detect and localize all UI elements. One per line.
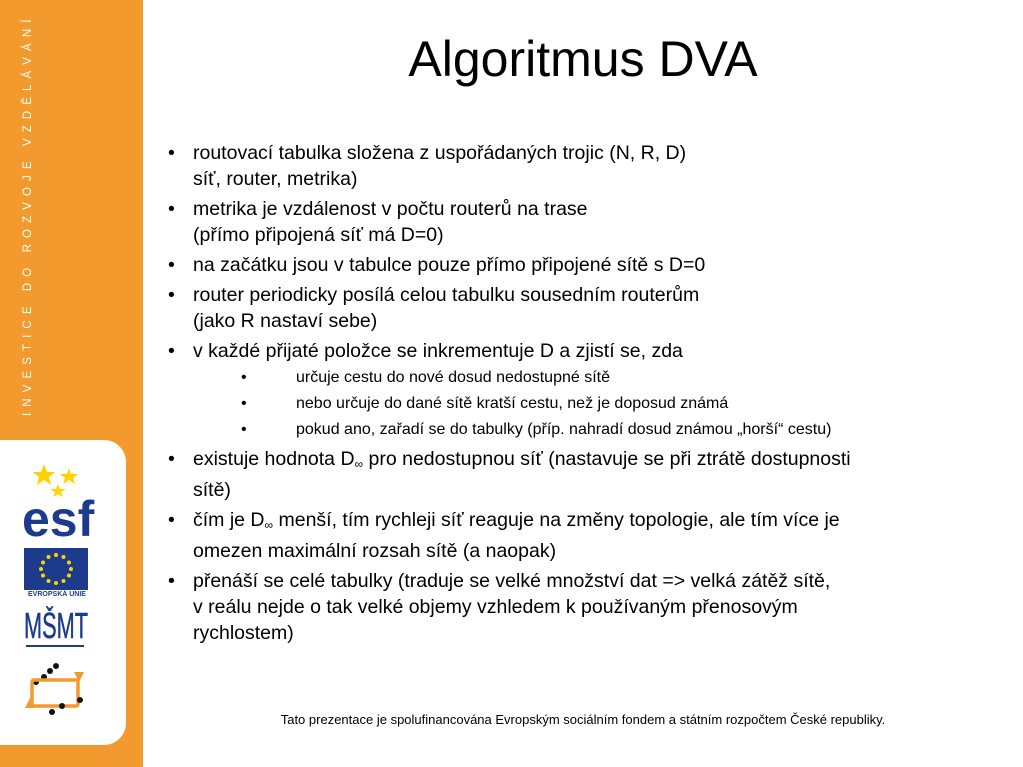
bullet-text-cont: v reálu nejde o tak velké objemy vzhledem k používaným přenosovým xyxy=(193,596,798,618)
bullet-text: • router periodicky posílá celou tabulku sousedním routerům xyxy=(193,284,700,306)
bullet-text-cont: (přímo připojená síť má D=0) xyxy=(193,224,444,246)
bullet-text-cont: sítě) xyxy=(193,479,231,501)
bullet-text: • routovací tabulka složena z uspořádaných trojic (N, R, D) xyxy=(193,142,687,164)
eu-flag-logo xyxy=(24,548,88,590)
bullet-text: • na začátku jsou v tabulce pouze přímo připojené sítě s D=0 xyxy=(193,254,706,276)
logo-panel xyxy=(0,440,126,745)
bullet-text-part: menší, tím rychleji síť reaguje na změny topologie, ale tím více je xyxy=(273,509,840,531)
sub-bullet-item: • určuje cestu do nové dosud nedostupné sítě xyxy=(168,366,1008,390)
bullet-item xyxy=(168,446,1008,503)
bullet-text-cont: omezen maximální rozsah sítě (a naopak) xyxy=(193,540,557,562)
bullet-text: • přenáší se celé tabulky (traduje se velké množství dat => velká zátěž sítě, xyxy=(193,570,831,592)
slide-content xyxy=(168,140,1008,650)
bullet-item xyxy=(168,282,1008,334)
bullet-text-part: existuje hodnota D xyxy=(193,448,355,470)
sidebar xyxy=(0,0,143,767)
sub-bullet-item: • nebo určuje do dané sítě kratší cestu, než je doposud známá xyxy=(168,392,1008,416)
eu-caption: EVROPSKÁ UNIE xyxy=(28,591,86,598)
bullet-text-cont: síť, router, metrika) xyxy=(193,168,358,190)
infinity-subscript: ∞ xyxy=(354,457,364,471)
bullet-text xyxy=(193,446,1008,477)
infinity-subscript: ∞ xyxy=(264,518,274,532)
bullet-text: • metrika je vzdálenost v počtu routerů na trase xyxy=(193,198,588,220)
esf-logo xyxy=(22,462,114,547)
bullet-item xyxy=(168,140,1008,192)
bullet-item xyxy=(168,507,1008,564)
msmt-logo xyxy=(22,606,92,658)
bullet-text-cont: (jako R nastaví sebe) xyxy=(193,310,378,332)
bullet-text-part: pro nedostupnou síť (nastavuje se při ztrátě dostupnosti xyxy=(363,448,851,470)
bullet-item xyxy=(168,252,1008,278)
sidebar-vertical-text xyxy=(22,13,42,418)
bullet-text xyxy=(193,507,1008,538)
bullet-item xyxy=(168,196,1008,248)
slide-title: Algoritmus DVA xyxy=(408,31,758,87)
bullet-item xyxy=(168,338,1008,364)
sidebar-slogan: INVESTICE DO ROZVOJE VZDĚLÁVÁNÍ xyxy=(22,13,34,416)
sub-bullet-item: • pokud ano, zařadí se do tabulky (příp. nahradí dosud známou „horší“ cestu) xyxy=(168,418,1008,442)
rings-logo xyxy=(22,662,92,724)
esf-text: esf xyxy=(22,491,95,547)
star-icon xyxy=(33,464,55,485)
star-icon xyxy=(60,468,78,484)
msmt-text: MŠMT xyxy=(24,605,89,646)
footer-note: Tato prezentace je spolufinancována Evropským sociálním fondem a státním rozpočtem České republiky. xyxy=(280,712,886,727)
bullet-text-cont: rychlostem) xyxy=(193,622,294,644)
bullet-item xyxy=(168,568,1008,646)
bullet-text: • v každé přijaté položce se inkrementuje D a zjistí se, zda xyxy=(193,340,683,362)
bullet-text-part: čím je D xyxy=(193,509,265,531)
